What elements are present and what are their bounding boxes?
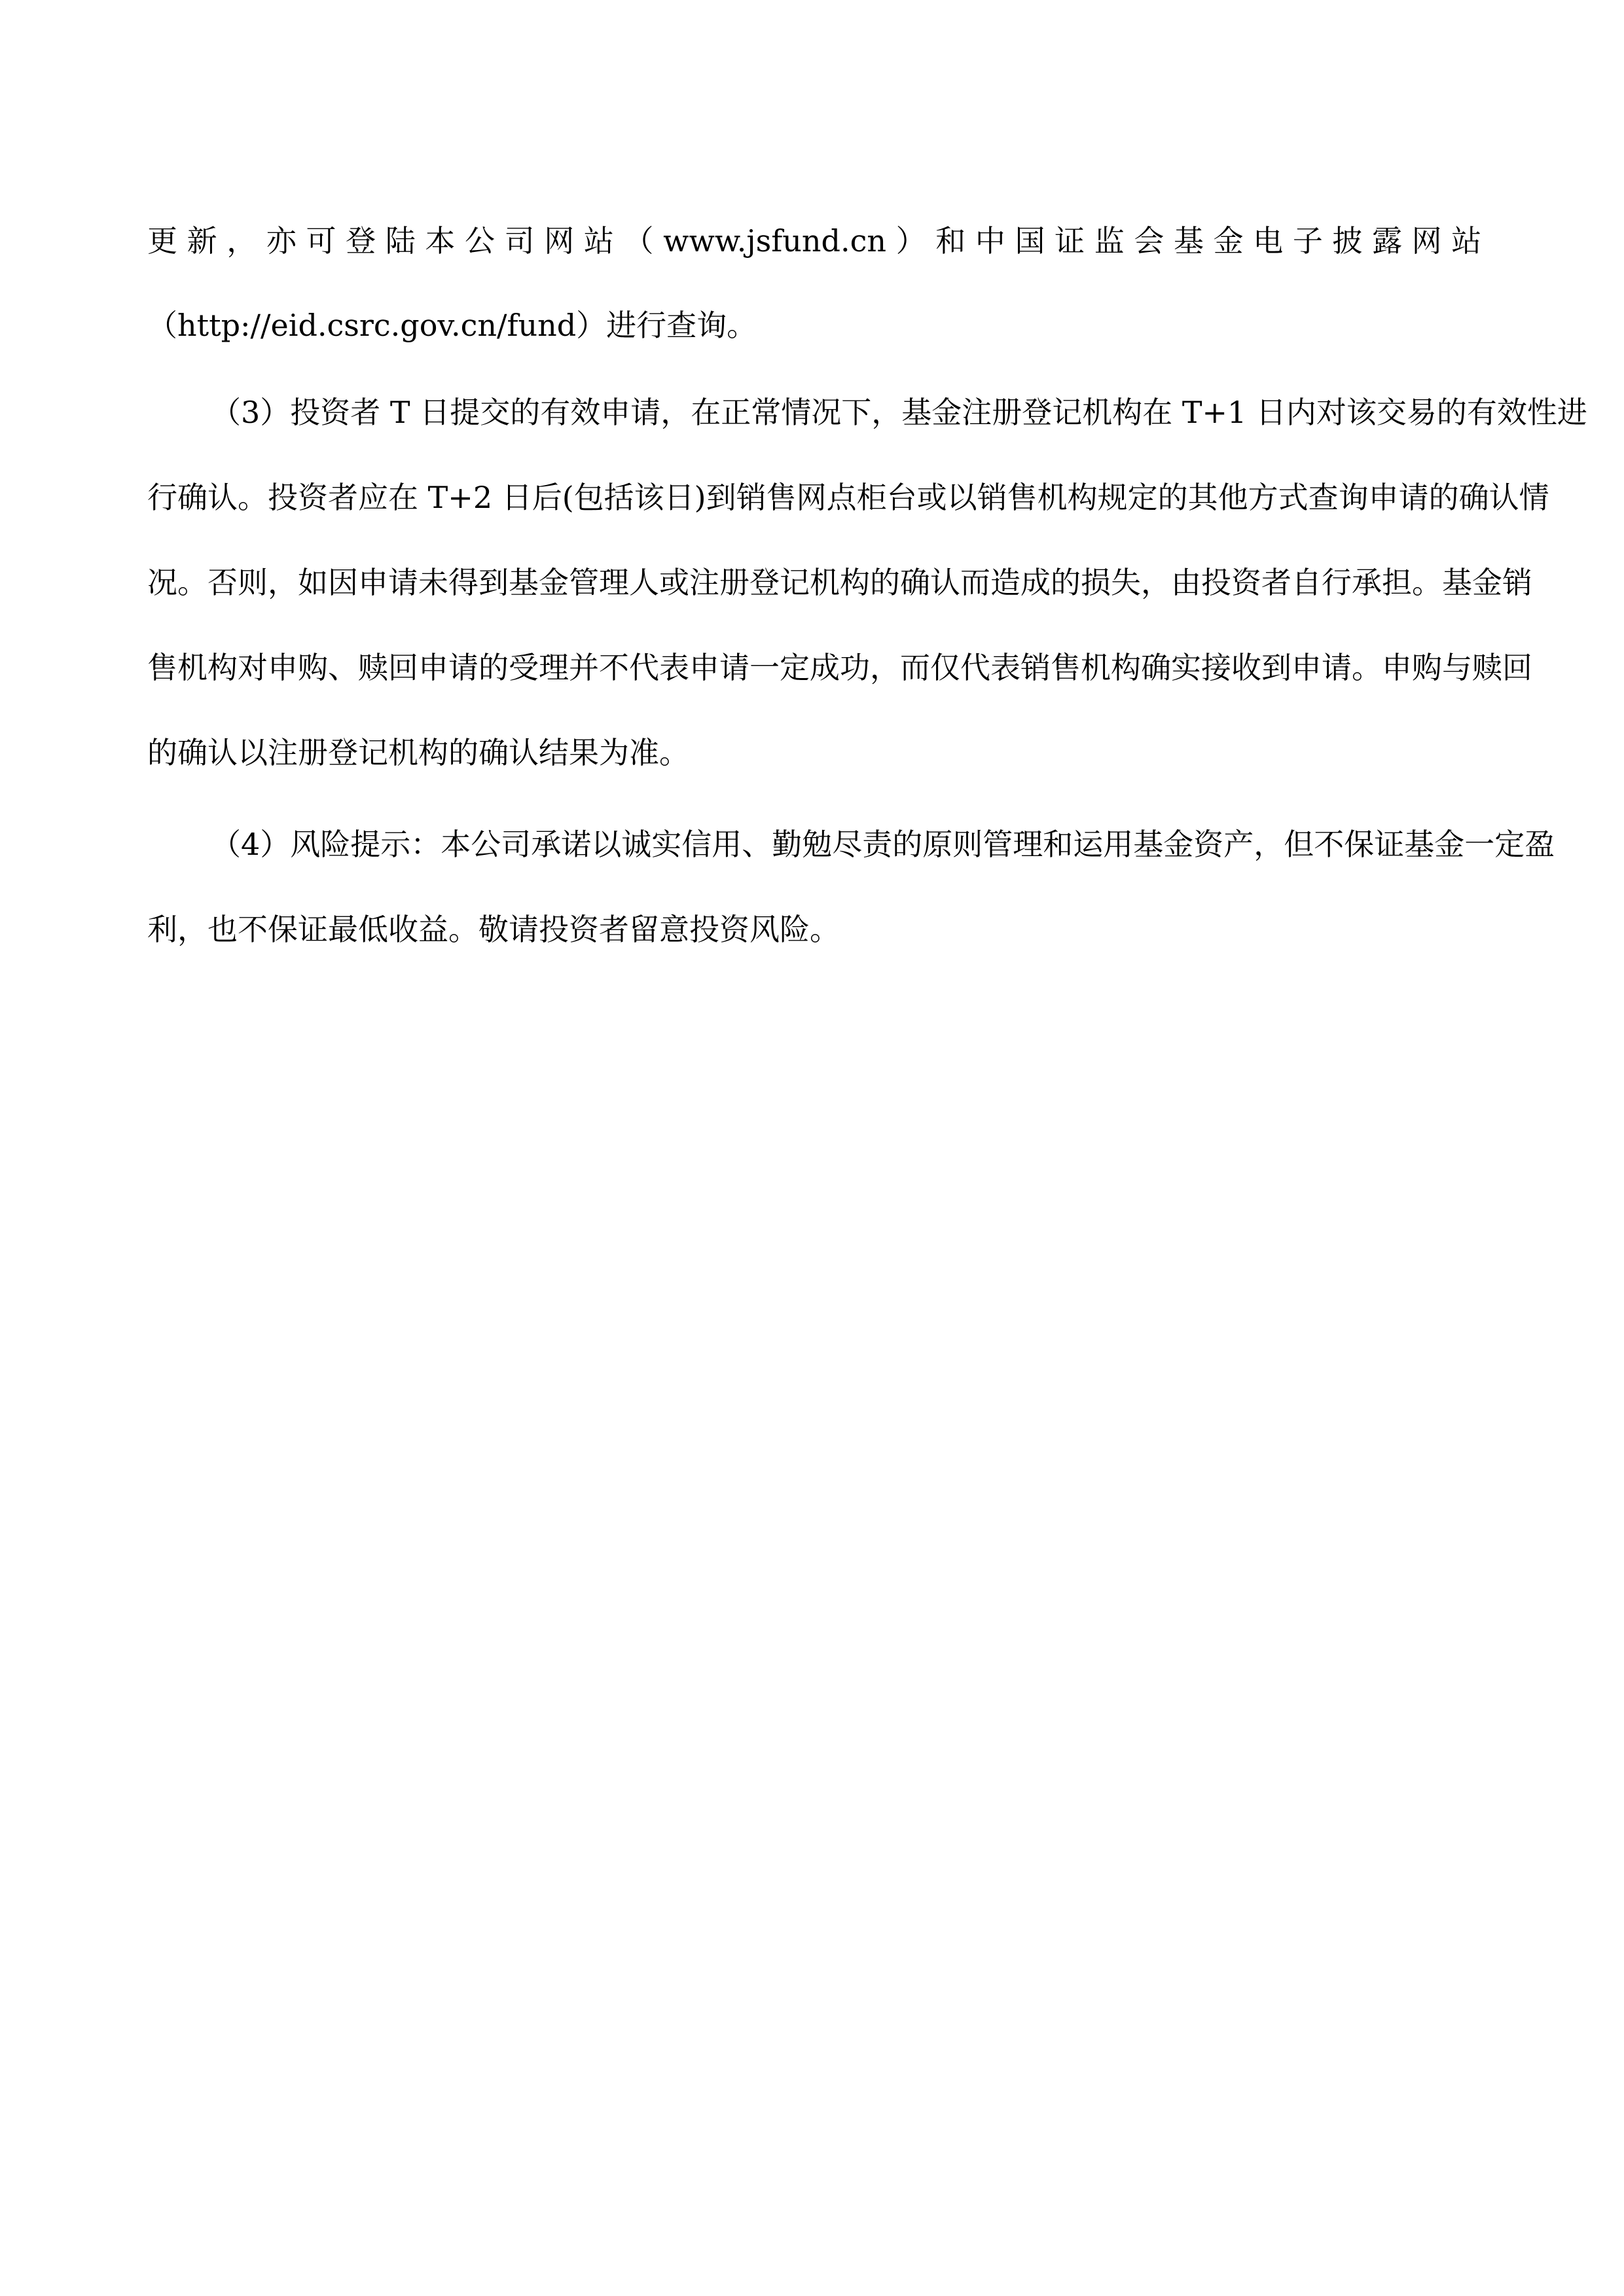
text-line: 利，也不保证最低收益。敬请投资者留意投资风险。	[147, 912, 840, 947]
text-line: 况。否则，如因申请未得到基金管理人或注册登记机构的确认而造成的损失，由投资者自行承担。基金销	[147, 565, 1532, 600]
text-line: 售机构对申购、赎回申请的受理并不代表申请一定成功，而仅代表销售机构确实接收到申请。申购与赎回	[147, 650, 1532, 685]
text-line: （4）风险提示：本公司承诺以诚实信用、勤勉尽责的原则管理和运用基金资产，但不保证基金一定盈	[211, 827, 1555, 862]
text-line: （3）投资者 T 日提交的有效申请，在正常情况下，基金注册登记机构在 T+1 日内对该交易的有效性进	[211, 395, 1587, 430]
text-line: 更 新 ， 亦 可 登 陆 本 公 司 网 站 （ www.jsfund.cn ） 和 中 国 证 监 会 基 金 电 子 披 露 网 站	[147, 223, 1482, 259]
text-line: 的确认以注册登记机构的确认结果为准。	[147, 735, 689, 770]
text-line: 行确认。投资者应在 T+2 日后(包括该日)到销售网点柜台或以销售机构规定的其他方式查询申请的确认情	[147, 480, 1549, 515]
text-line: （http://eid.csrc.gov.cn/fund）进行查询。	[147, 308, 757, 343]
